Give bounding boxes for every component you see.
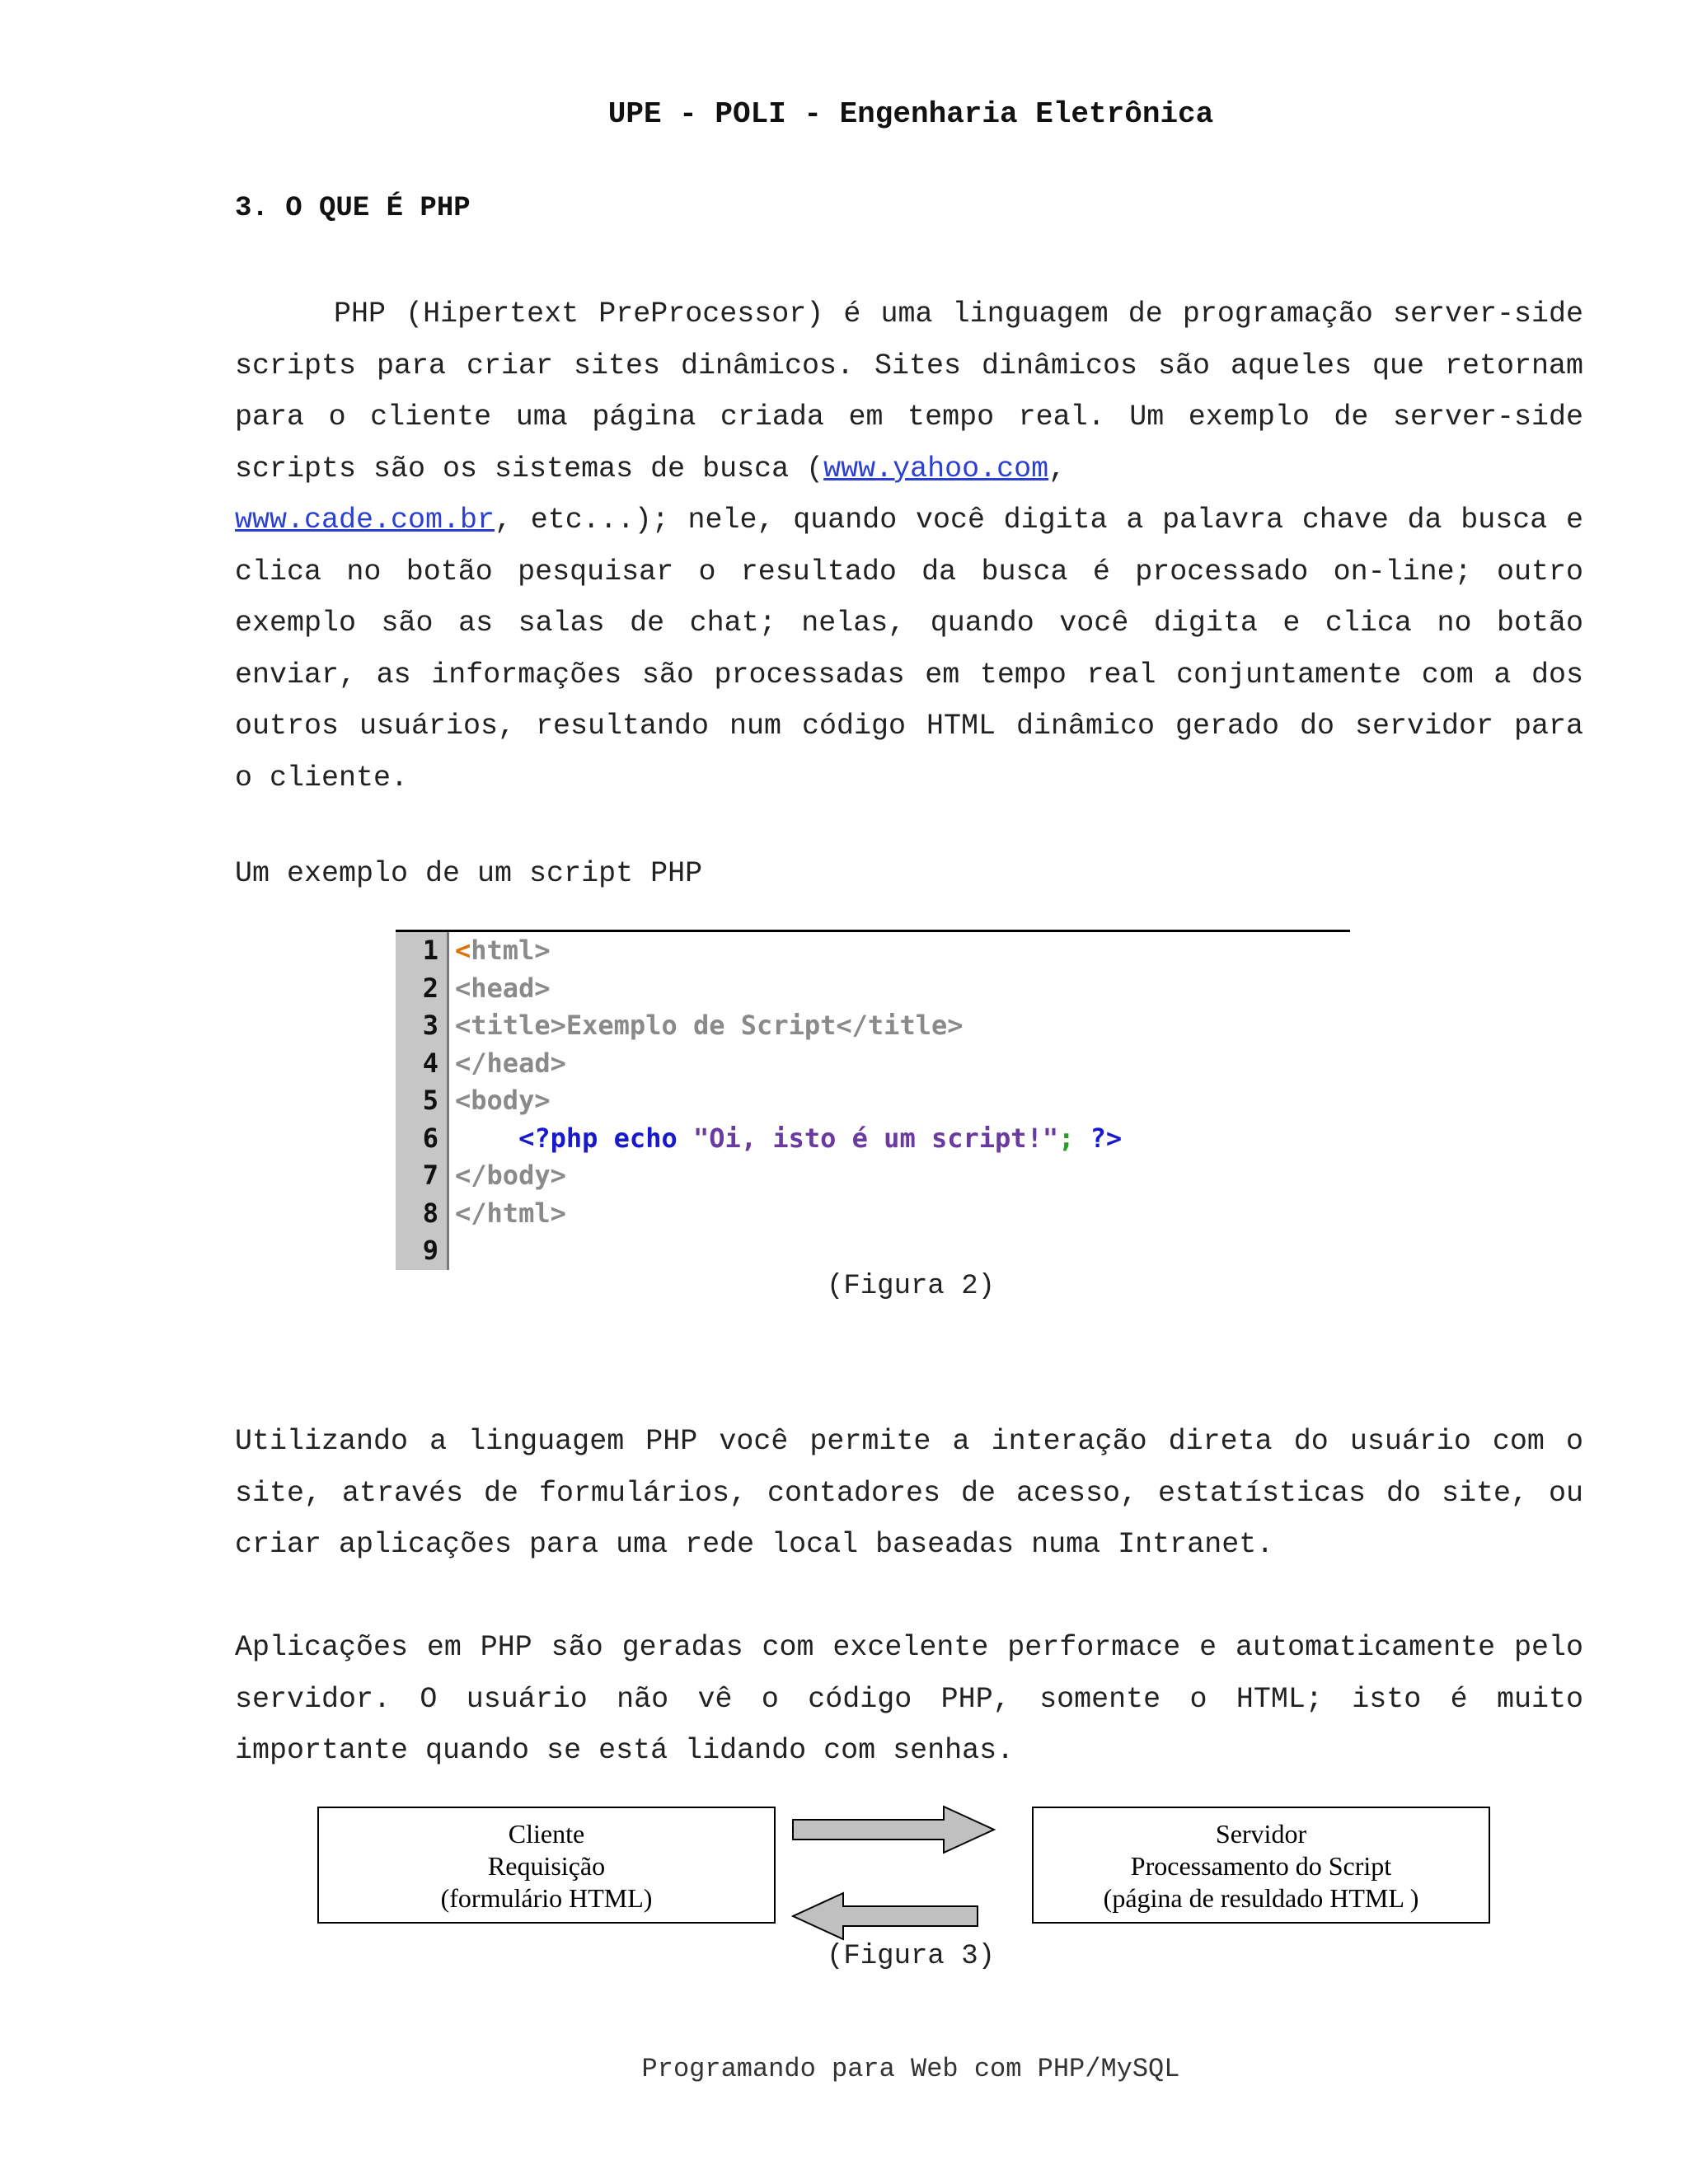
line-number: 7 bbox=[422, 1160, 438, 1191]
code-line: <body> bbox=[455, 1085, 551, 1116]
client-title: Cliente bbox=[508, 1819, 585, 1849]
client-request: Requisição bbox=[487, 1851, 606, 1881]
paragraph-interaction: Utilizando a linguagem PHP você permite a interação direta do usuário com o site, através de formulários, contadores de acesso, estatísticas do site, ou criar aplicações para uma rede local baseadas numa Intranet. bbox=[235, 1425, 1583, 1561]
server-result: (página de resuldado HTML ) bbox=[1103, 1883, 1419, 1913]
client-box bbox=[317, 1807, 776, 1924]
intro-text-c: , etc...); nele, quando você digita a palavra chave da busca e clica no botão pesquisar o resultado da busca é processado on-line; outro exemplo são as salas de chat; nelas, quando você digita e clica no botão enviar, as informações são processadas em tempo real conjuntamente com a dos outros usuários, resultando num código HTML dinâmico gerado do servidor para o cliente. bbox=[235, 504, 1583, 794]
server-processing: Processamento do Script bbox=[1130, 1851, 1392, 1881]
figure-2-caption: (Figura 2) bbox=[826, 1271, 996, 1302]
intro-text-b: , bbox=[1048, 452, 1067, 485]
client-form: (formulário HTML) bbox=[440, 1883, 653, 1913]
line-number: 9 bbox=[422, 1235, 438, 1266]
line-number: 6 bbox=[422, 1122, 438, 1154]
code-line: </html> bbox=[455, 1197, 566, 1229]
code-line: </body> bbox=[455, 1160, 566, 1191]
code-token: html> bbox=[471, 935, 551, 966]
line-number: 2 bbox=[422, 972, 438, 1004]
figure-3-caption: (Figura 3) bbox=[826, 1941, 996, 1972]
code-token: ?> bbox=[1090, 1122, 1123, 1154]
code-line: </head> bbox=[455, 1047, 566, 1079]
arrow-right-shape bbox=[793, 1807, 994, 1853]
code-token: ; bbox=[1058, 1122, 1075, 1154]
page-footer: Programando para Web com PHP/MySQL bbox=[641, 2054, 1180, 2084]
code-line bbox=[455, 1120, 1122, 1158]
code-line: <title>Exemplo de Script</title> bbox=[455, 1010, 964, 1041]
example-label: Um exemplo de um script PHP bbox=[235, 857, 703, 890]
code-token: "Oi, isto é um script!" bbox=[692, 1122, 1059, 1154]
server-box bbox=[1032, 1807, 1490, 1924]
intro-text-a: PHP (Hipertext PreProcessor) é uma linguagem de programação server-side scripts para criar sites dinâmicos. Sites dinâmicos são aqueles que retornam para o cliente uma página criada em tempo real. Um exemplo de server-side scripts são os sistemas de busca ( bbox=[235, 298, 1583, 485]
code-figure bbox=[396, 932, 1350, 1270]
paragraph-performance: Aplicações em PHP são geradas com excelente performace e automaticamente pelo servidor. O usuário não vê o código PHP, somente o HTML; isto é muito importante quando se está lidando com senhas. bbox=[235, 1631, 1583, 1767]
arrow-left-shape bbox=[793, 1893, 978, 1939]
line-number: 5 bbox=[422, 1085, 438, 1116]
line-number: 4 bbox=[422, 1047, 438, 1079]
server-title: Servidor bbox=[1215, 1819, 1307, 1849]
section-title: 3. O QUE É PHP bbox=[235, 193, 471, 224]
code-token: < bbox=[455, 935, 471, 966]
code-token: <?php bbox=[518, 1122, 598, 1154]
code-line: <head> bbox=[455, 972, 551, 1004]
line-number: 3 bbox=[422, 1010, 438, 1041]
link-cade[interactable]: www.cade.com.br bbox=[235, 504, 495, 537]
line-number: 1 bbox=[422, 935, 438, 966]
line-number: 8 bbox=[422, 1197, 438, 1229]
link-yahoo[interactable]: www.yahoo.com bbox=[823, 452, 1049, 485]
arrow-right-icon bbox=[791, 1805, 997, 1854]
arrow-left-icon bbox=[791, 1891, 981, 1941]
page-header-title: UPE - POLI - Engenharia Eletrônica bbox=[607, 97, 1214, 131]
code-line bbox=[455, 932, 551, 970]
code-token: echo bbox=[613, 1122, 678, 1154]
intro-paragraph bbox=[235, 288, 1583, 804]
